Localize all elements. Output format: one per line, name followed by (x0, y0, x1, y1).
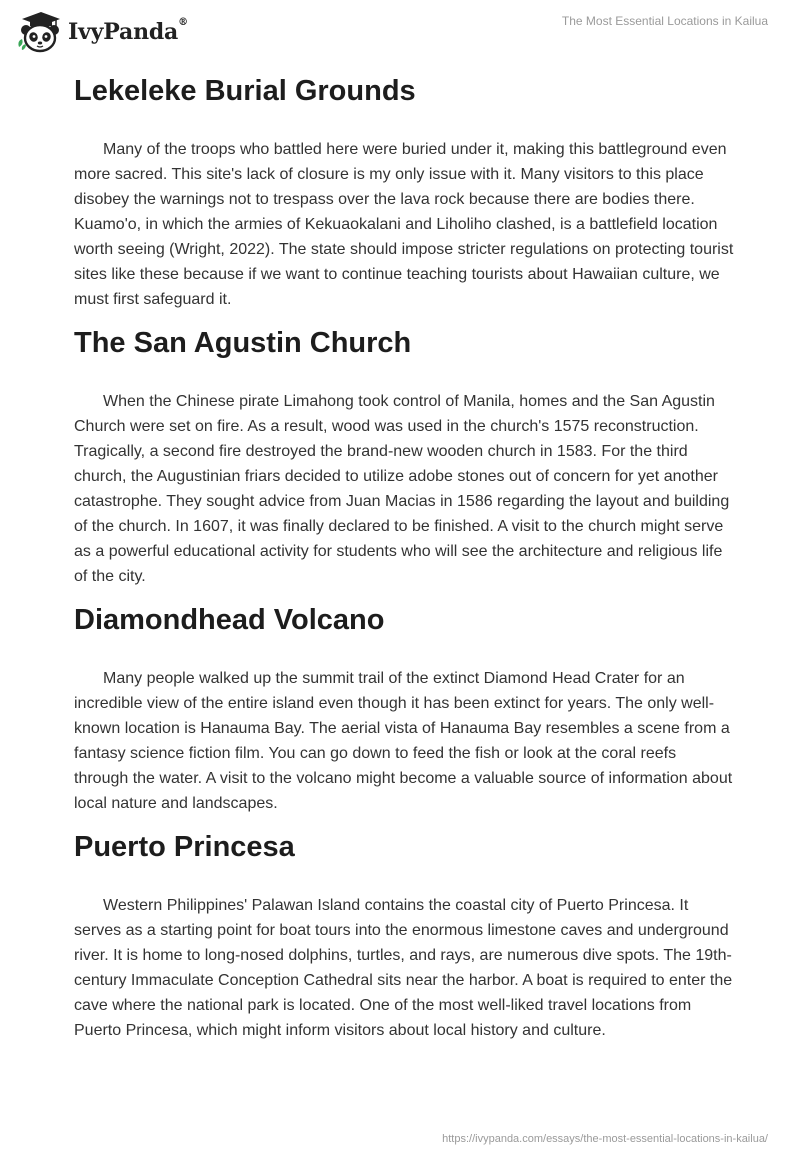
section-paragraph: Western Philippines' Palawan Island contains the coastal city of Puerto Princesa. It serves as a starting point for boat tours into the enormous limestone caves and underground river. It is home to long-nosed dolphins, turtles, and rays, are numerous dive spots. The 19th-century Immaculate Conception Cathedral sits near the harbor. A boat is required to enter the cave where the national park is located. One of the most well-liked travel locations from Puerto Princesa, which might inform visitors about local history and culture. (74, 897, 733, 1039)
section-puerto-princesa (74, 826, 734, 1043)
section-heading: The San Agustin Church (74, 327, 412, 359)
section-san-agustin-church (74, 322, 734, 589)
section-heading: Puerto Princesa (74, 831, 295, 863)
ivypanda-logo[interactable] (16, 10, 188, 54)
brand-name: IvyPanda® (68, 17, 188, 45)
page-header (0, 0, 800, 66)
panda-graduate-icon (16, 10, 62, 54)
section-paragraph: When the Chinese pirate Limahong took control of Manila, homes and the San Agustin Church were set on fire. As a result, wood was used in the church's 1575 reconstruction. Tragically, a second fire destroyed the brand-new wooden church in 1583. For the third church, the Augustinian friars decided to utilize adobe stones out of concern for yet another catastrophe. They sought advice from Juan Macias in 1586 regarding the layout and building of the church. In 1607, it was finally declared to be finished. A visit to the church might serve as a powerful educational activity for students who will see the architecture and religious life of the city. (74, 393, 730, 585)
section-paragraph: Many of the troops who battled here were buried under it, making this battleground even more sacred. This site's lack of closure is my only issue with it. Many visitors to this place disobey the warnings not to trespass over the lava rock because there are bodies there. Kuamo'o, in which the armies of Kekuaokalani and Liholiho clashed, is a battlefield location worth seeing (Wright, 2022). The state should impose stricter regulations on protecting tourist sites like these because if we want to continue teaching tourists about Hawaiian culture, we must first safeguard it. (74, 141, 734, 308)
section-heading: Lekeleke Burial Grounds (74, 75, 416, 107)
section-lekeleke-burial-grounds (74, 70, 734, 312)
source-url[interactable]: https://ivypanda.com/essays/the-most-essential-locations-in-kailua/ (442, 1133, 768, 1145)
registered-mark: ® (178, 17, 188, 28)
document-title: The Most Essential Locations in Kailua (561, 14, 768, 28)
section-heading: Diamondhead Volcano (74, 604, 385, 636)
section-paragraph: Many people walked up the summit trail of the extinct Diamond Head Crater for an incredible view of the entire island even though it has been extinct for years. The only well-known location is Hanauma Bay. The aerial vista of Hanauma Bay resembles a scene from a fantasy science fiction film. You can go down to feed the fish or look at the coral reefs through the water. A visit to the volcano might become a valuable source of information about local nature and landscapes. (74, 670, 733, 812)
section-diamondhead-volcano (74, 599, 734, 816)
